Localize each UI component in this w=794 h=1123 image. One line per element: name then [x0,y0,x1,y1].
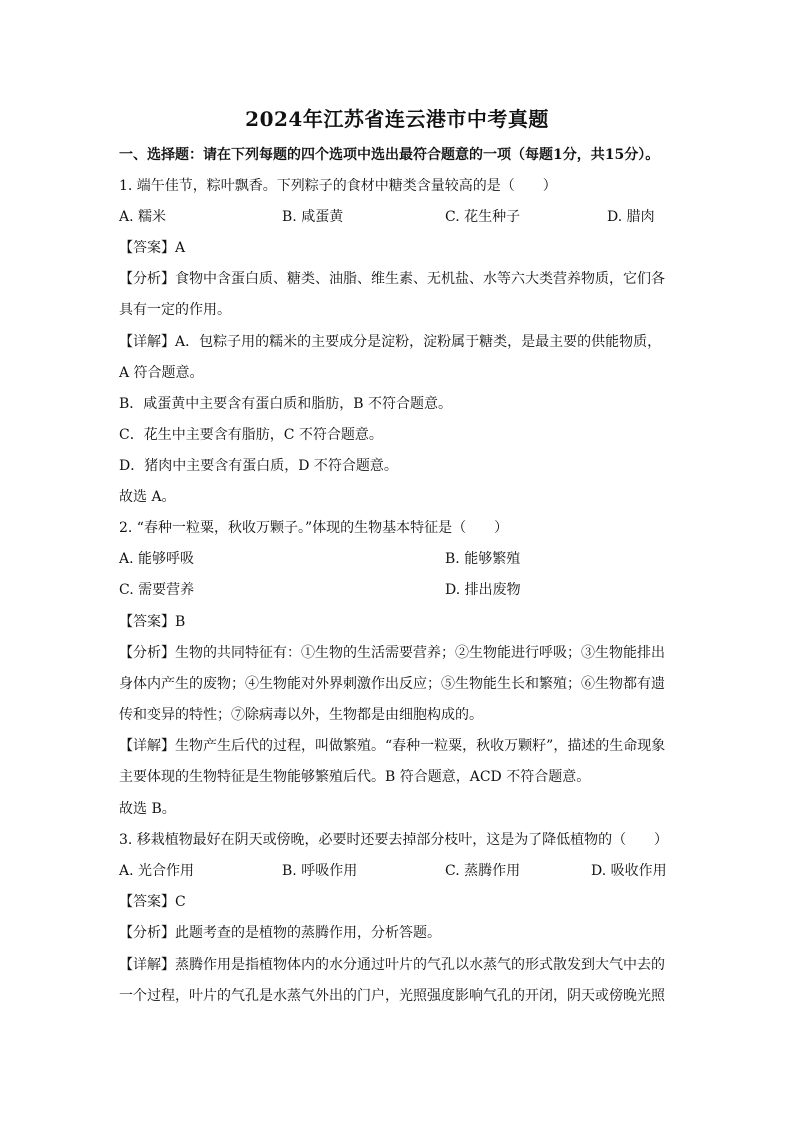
question-2-analysis-cont: 身体内产生的废物；④生物能对外界刺激作出反应；⑤生物能生长和繁殖；⑥生物都有遗 [119,676,665,692]
question-2-option-d: D. 排出废物 [445,582,521,598]
question-1-stem: 1. 端午佳节，粽叶飘香。下列粽子的食材中糖类含量较高的是（ ） [119,178,557,194]
question-1-option-a: A. 糯米 [119,209,167,225]
question-2-stem: 2. “春种一粒粟，秋收万颗子。”体现的生物基本特征是（ ） [119,520,509,536]
question-2-conclusion: 故选 B。 [119,801,176,817]
question-1-detail-cont: A 符合题意。 [119,365,204,381]
page-title: 2024年江苏省连云港市中考真题 [245,107,549,131]
question-2-analysis-cont-2: 传和变异的特性；⑦除病毒以外，生物都是由细胞构成的。 [119,707,483,723]
question-1-conclusion: 故选 A。 [119,489,176,505]
question-1-detail-b: B．咸蛋黄中主要含有蛋白质和脂肪，B 不符合题意。 [119,396,453,412]
question-2-detail-cont: 主要体现的生物特征是生物能够繁殖后代。B 符合题意，ACD 不符合题意。 [119,769,591,785]
question-3-option-d: D. 吸收作用 [591,863,667,879]
question-2-option-c: C. 需要营养 [119,582,195,598]
question-3-analysis: 【分析】此题考查的是植物的蒸腾作用，分析答题。 [119,925,441,941]
question-1-option-c: C. 花生种子 [445,209,521,225]
question-1-option-d: D. 腊肉 [607,209,655,225]
question-1-option-b: B. 咸蛋黄 [282,209,344,225]
question-2-detail: 【详解】生物产生后代的过程，叫做繁殖。“春种一粒粟，秋收万颗籽”，描述的生命现象 [119,738,666,754]
question-3-option-a: A. 光合作用 [119,863,195,879]
question-1-detail: 【详解】A．包粽子用的糯米的主要成分是淀粉，淀粉属于糖类，是最主要的供能物质， [119,334,662,350]
question-2-analysis: 【分析】生物的共同特征有：①生物的生活需要营养；②生物能进行呼吸；③生物能排出 [119,645,665,661]
question-3-detail-cont: 一个过程，叶片的气孔是水蒸气外出的门户，光照强度影响气孔的开闭，阴天或傍晚光照 [119,988,665,1004]
question-3-answer: 【答案】C [119,894,186,910]
question-2-answer: 【答案】B [119,614,186,630]
question-1-detail-d: D．猪肉中主要含有蛋白质，D 不符合题意。 [119,458,398,474]
question-1-analysis: 【分析】食物中含蛋白质、糖类、油脂、维生素、无机盐、水等六大类营养物质，它们各 [119,271,665,287]
question-1-detail-c: C．花生中主要含有脂肪，C 不符合题意。 [119,427,383,443]
question-2-option-b: B. 能够繁殖 [445,551,521,567]
question-3-option-b: B. 呼吸作用 [282,863,358,879]
question-3-detail: 【详解】蒸腾作用是指植物体内的水分通过叶片的气孔以水蒸气的形式散发到大气中去的 [119,957,665,973]
question-1-answer: 【答案】A [119,240,186,256]
section-header: 一、选择题：请在下列每题的四个选项中选出最符合题意的一项（每题1分，共15分）。 [119,147,660,163]
question-2-option-a: A. 能够呼吸 [119,551,195,567]
question-1-analysis-cont: 具有一定的作用。 [119,302,231,318]
question-3-stem: 3. 移栽植物最好在阴天或傍晚，必要时还要去掉部分枝叶，这是为了降低植物的（ ） [119,832,668,848]
question-3-option-c: C. 蒸腾作用 [445,863,521,879]
